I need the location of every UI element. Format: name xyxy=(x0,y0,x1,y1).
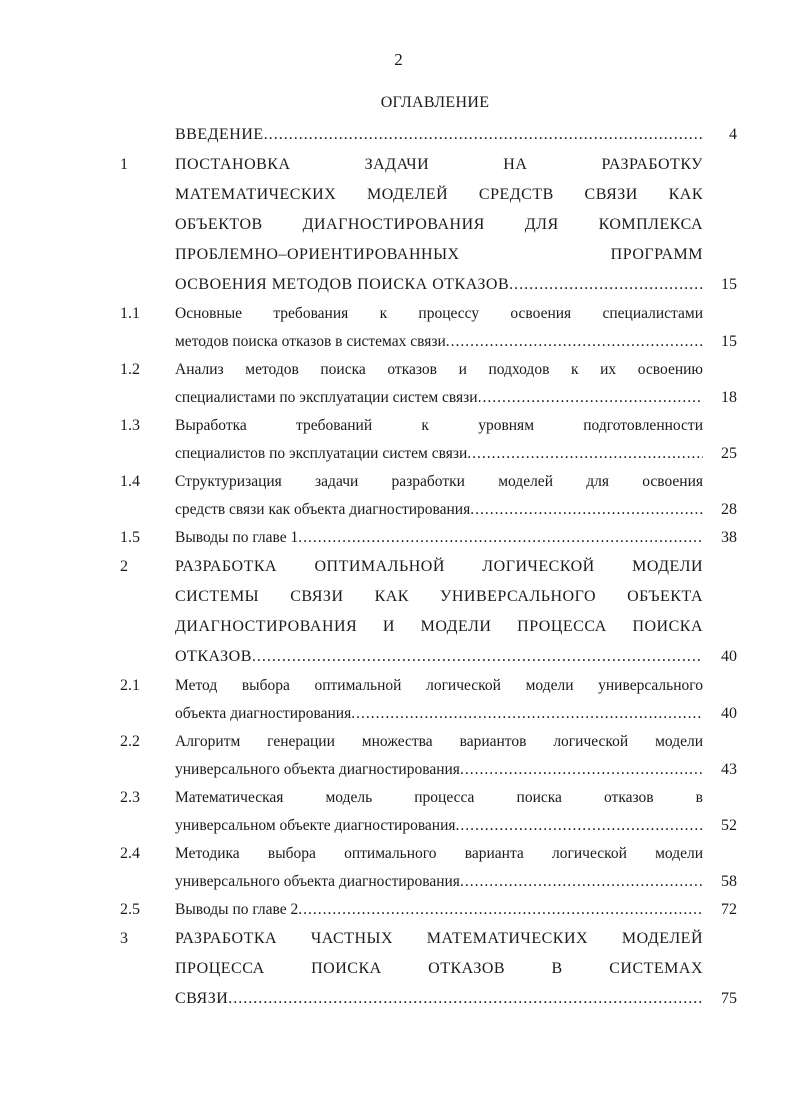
toc-entry-title xyxy=(175,356,703,412)
toc-entry-title xyxy=(175,150,703,300)
dot-leader xyxy=(446,328,703,356)
dot-leader xyxy=(298,524,703,552)
toc-entry-title-line: универсального объекта диагностирования xyxy=(175,761,460,778)
dot-leader xyxy=(460,868,703,896)
toc-entry[interactable] xyxy=(0,784,797,840)
toc-entry-number: 1.3 xyxy=(120,417,140,434)
toc-entry-title xyxy=(175,412,703,468)
toc-entry[interactable] xyxy=(0,552,797,672)
dot-leader xyxy=(264,120,703,150)
dot-leader xyxy=(470,496,703,524)
toc-entry-title-line: РАЗРАБОТКА ОПТИМАЛЬНОЙ ЛОГИЧЕСКОЙ МОДЕЛИ xyxy=(175,558,703,575)
table-of-contents xyxy=(0,120,797,1014)
toc-entry-title-line: ПРОЦЕССА ПОИСКА ОТКАЗОВ В СИСТЕМАХ xyxy=(175,960,703,977)
toc-entry-title xyxy=(175,728,703,784)
toc-entry-title-line: СИСТЕМЫ СВЯЗИ КАК УНИВЕРСАЛЬНОГО ОБЪЕКТА xyxy=(175,588,703,605)
dot-leader xyxy=(351,700,703,728)
toc-entry-title xyxy=(175,468,703,524)
toc-title: ОГЛАВЛЕНИЕ xyxy=(380,94,490,111)
toc-entry-number: 3 xyxy=(120,930,128,947)
toc-entry-title-line: средств связи как объекта диагностирования xyxy=(175,501,471,518)
toc-entry-title xyxy=(175,784,703,840)
toc-entry-title-line: Основные требования к процессу освоения специалистами xyxy=(175,305,703,322)
toc-entry-title xyxy=(175,840,703,896)
toc-entry[interactable] xyxy=(0,356,797,412)
toc-entry-page: 25 xyxy=(721,445,737,462)
toc-entry-title xyxy=(175,300,703,356)
toc-entry-page: 28 xyxy=(721,501,737,518)
toc-entry[interactable] xyxy=(0,896,797,924)
toc-entry-page: 15 xyxy=(721,276,737,293)
toc-entry-number: 2 xyxy=(120,558,128,575)
toc-entry-page: 15 xyxy=(721,333,737,350)
toc-entry-page: 40 xyxy=(721,648,737,665)
dot-leader xyxy=(252,642,703,672)
toc-entry-title xyxy=(175,524,703,552)
toc-entry-title-line: Анализ методов поиска отказов и подходов к их освоению xyxy=(175,361,703,378)
toc-entry-number: 1.5 xyxy=(120,529,140,546)
dot-leader xyxy=(228,984,703,1014)
toc-entry-number: 2.1 xyxy=(120,677,140,694)
dot-leader xyxy=(298,896,703,924)
toc-entry-number: 2.2 xyxy=(120,733,140,750)
toc-entry-number: 1.4 xyxy=(120,473,140,490)
dot-leader xyxy=(460,756,703,784)
toc-entry-page: 52 xyxy=(721,817,737,834)
toc-entry-title-line: РАЗРАБОТКА ЧАСТНЫХ МАТЕМАТИЧЕСКИХ МОДЕЛЕЙ xyxy=(175,930,703,947)
toc-entry-title-line: ВВЕДЕНИЕ xyxy=(175,126,264,143)
toc-entry-number: 1 xyxy=(120,156,128,173)
page-number: 2 xyxy=(394,50,403,69)
dot-leader xyxy=(456,812,703,840)
toc-entry-number: 2.4 xyxy=(120,845,140,862)
toc-entry[interactable] xyxy=(0,150,797,300)
toc-entry-title-line: Методика выбора оптимального варианта логической модели xyxy=(175,845,703,862)
toc-entry[interactable] xyxy=(0,728,797,784)
toc-entry-page: 75 xyxy=(721,990,737,1007)
toc-entry-number: 2.3 xyxy=(120,789,140,806)
dot-leader xyxy=(467,440,703,468)
toc-entry-page: 40 xyxy=(721,705,737,722)
toc-entry[interactable] xyxy=(0,840,797,896)
toc-entry[interactable] xyxy=(0,672,797,728)
toc-entry-number: 1.2 xyxy=(120,361,140,378)
toc-entry-title-line: объекта диагностирования xyxy=(175,705,352,722)
toc-entry-title-line: ДИАГНОСТИРОВАНИЯ И МОДЕЛИ ПРОЦЕССА ПОИСКА xyxy=(175,618,703,635)
toc-entry-title-line: ПРОБЛЕМНО–ОРИЕНТИРОВАННЫХ ПРОГРАММ xyxy=(175,246,703,263)
toc-entry-page: 43 xyxy=(721,761,737,778)
toc-entry-title-line: универсального объекта диагностирования xyxy=(175,873,460,890)
toc-entry-title-line: ОТКАЗОВ xyxy=(175,648,252,665)
toc-entry-title-line: Метод выбора оптимальной логической модели универсального xyxy=(175,677,703,694)
toc-entry-title xyxy=(175,672,703,728)
toc-entry-title-line: ОСВОЕНИЯ МЕТОДОВ ПОИСКА ОТКАЗОВ xyxy=(175,276,510,293)
toc-entry-page: 58 xyxy=(721,873,737,890)
toc-entry[interactable] xyxy=(0,468,797,524)
toc-entry-page: 18 xyxy=(721,389,737,406)
toc-entry[interactable] xyxy=(0,924,797,1014)
toc-entry-title-line: Выводы по главе 2 xyxy=(175,901,299,918)
toc-entry-page: 38 xyxy=(721,529,737,546)
toc-entry-title-line: ОБЪЕКТОВ ДИАГНОСТИРОВАНИЯ ДЛЯ КОМПЛЕКСА xyxy=(175,216,703,233)
toc-entry-title xyxy=(175,924,703,1014)
toc-entry-number: 2.5 xyxy=(120,901,140,918)
toc-entry-title-line: Выводы по главе 1 xyxy=(175,529,299,546)
toc-entry-title-line: специалистами по эксплуатации систем связи xyxy=(175,389,478,406)
toc-entry-title-line: Математическая модель процесса поиска отказов в xyxy=(175,789,703,806)
toc-entry[interactable] xyxy=(0,412,797,468)
toc-entry[interactable] xyxy=(0,300,797,356)
toc-entry[interactable] xyxy=(0,524,797,552)
toc-entry[interactable] xyxy=(0,120,797,150)
dot-leader xyxy=(478,384,703,412)
toc-entry-title-line: ПОСТАНОВКА ЗАДАЧИ НА РАЗРАБОТКУ xyxy=(175,156,703,173)
toc-entry-title xyxy=(175,552,703,672)
dot-leader xyxy=(509,270,703,300)
toc-entry-title-line: Структуризация задачи разработки моделей для освоения xyxy=(175,473,703,490)
toc-entry-title-line: МАТЕМАТИЧЕСКИХ МОДЕЛЕЙ СРЕДСТВ СВЯЗИ КАК xyxy=(175,186,703,203)
toc-entry-page: 4 xyxy=(729,126,737,143)
toc-entry-number: 1.1 xyxy=(120,305,140,322)
toc-entry-title-line: универсальном объекте диагностирования xyxy=(175,817,456,834)
toc-entry-title-line: специалистов по эксплуатации систем связи xyxy=(175,445,468,462)
toc-entry-title xyxy=(175,896,703,924)
toc-entry-title xyxy=(175,120,703,150)
toc-entry-title-line: методов поиска отказов в системах связи xyxy=(175,333,446,350)
toc-entry-title-line: Алгоритм генерации множества вариантов логической модели xyxy=(175,733,703,750)
toc-entry-title-line: Выработка требований к уровням подготовленности xyxy=(175,417,703,434)
toc-entry-page: 72 xyxy=(721,901,737,918)
toc-entry-title-line: СВЯЗИ xyxy=(175,990,229,1007)
